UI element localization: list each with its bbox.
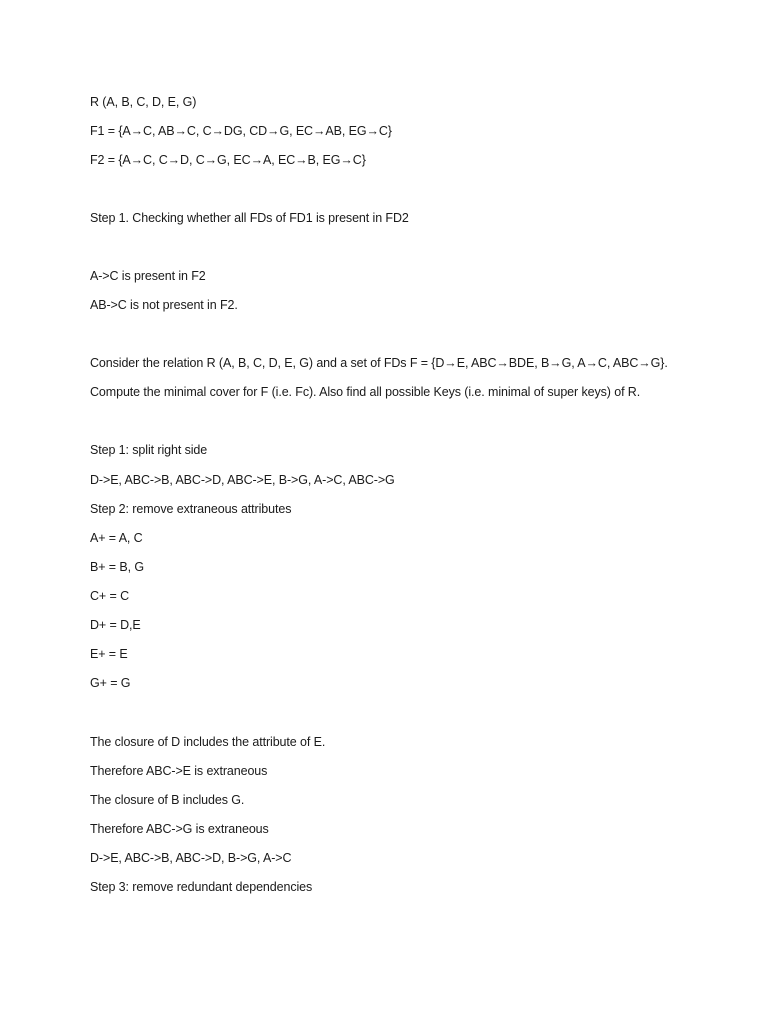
fd-set-f2: F2 = {A→C, C→D, C→G, EC→A, EC→B, EG→C}	[90, 153, 366, 167]
closure-a: A+ = A, C	[90, 531, 143, 545]
closure-d: D+ = D,E	[90, 618, 141, 632]
problem-statement-line-2: Compute the minimal cover for F (i.e. Fc). Also find all possible Keys (i.e. minimal of super keys) of R.	[90, 385, 641, 399]
explanation-line-3: The closure of B includes G.	[90, 793, 245, 807]
explanation-line-4: Therefore ABC->G is extraneous	[90, 822, 269, 836]
explanation-line-2: Therefore ABC->E is extraneous	[90, 764, 268, 778]
reduced-fd-list: D->E, ABC->B, ABC->D, B->G, A->C	[90, 851, 292, 865]
closure-g: G+ = G	[90, 676, 131, 690]
relation-schema: R (A, B, C, D, E, G)	[90, 95, 197, 109]
closure-b: B+ = B, G	[90, 560, 144, 574]
fd-set-f1: F1 = {A→C, AB→C, C→DG, CD→G, EC→AB, EG→C}	[90, 124, 392, 138]
explanation-line-1: The closure of D includes the attribute of E.	[90, 735, 326, 749]
check-line-1: A->C is present in F2	[90, 269, 206, 283]
step-2-heading: Step 2: remove extraneous attributes	[90, 502, 292, 516]
step-3-heading: Step 3: remove redundant dependencies	[90, 880, 313, 894]
closure-c: C+ = C	[90, 589, 129, 603]
step-1-heading: Step 1. Checking whether all FDs of FD1 is present in FD2	[90, 211, 409, 225]
closure-e: E+ = E	[90, 647, 128, 661]
step-1-split-heading: Step 1: split right side	[90, 443, 208, 457]
split-fd-list: D->E, ABC->B, ABC->D, ABC->E, B->G, A->C, ABC->G	[90, 473, 395, 487]
problem-statement-line-1: Consider the relation R (A, B, C, D, E, G) and a set of FDs F = {D→E, ABC→BDE, B→G, A→C, ABC→G}.	[90, 356, 668, 370]
check-line-2: AB->C is not present in F2.	[90, 298, 238, 312]
